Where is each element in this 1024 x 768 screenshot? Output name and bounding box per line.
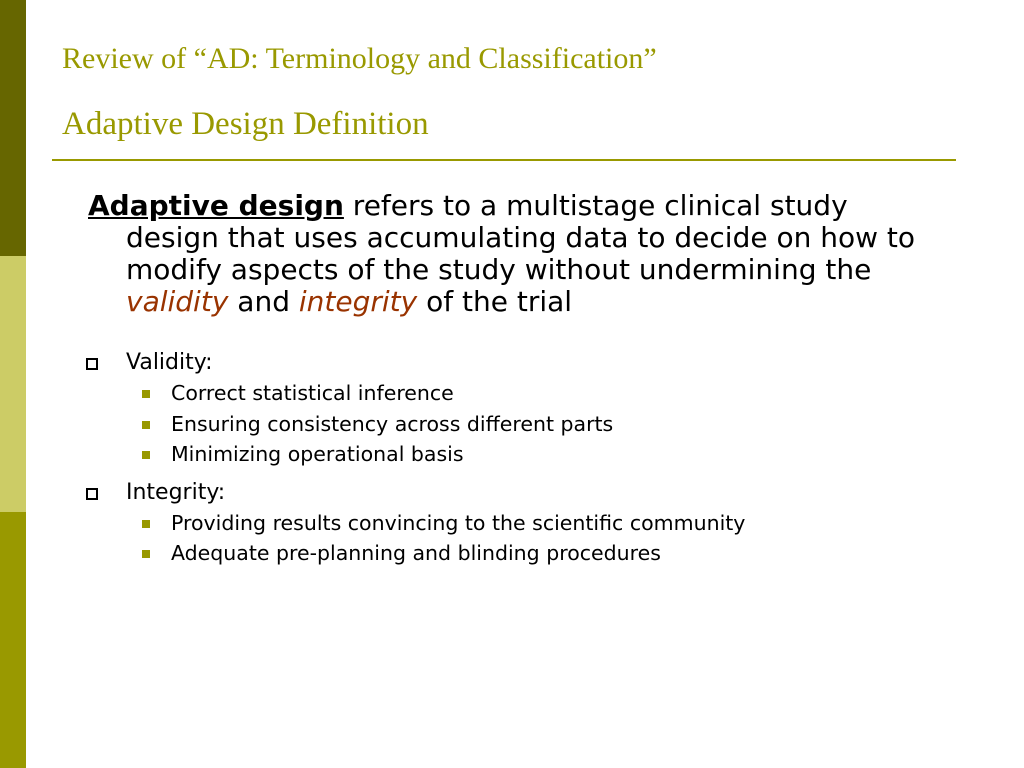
- slide-title-line2: Adaptive Design Definition: [62, 106, 429, 142]
- sidebar-band-bottom: [0, 512, 26, 768]
- square-bullet-icon: [142, 550, 150, 558]
- defined-term: Adaptive design: [88, 189, 344, 222]
- sub-bullet: [88, 378, 948, 409]
- sidebar-band-top: [0, 0, 26, 256]
- square-bullet-icon: [142, 451, 150, 459]
- sub-bullet: [88, 508, 948, 539]
- definition-text-1: refers to a multistage clinical study design that uses accumulating data to decide on how to modify aspects of the study without undermining the: [126, 189, 916, 286]
- title-divider: [52, 159, 956, 161]
- bullet-label: Validity:: [126, 350, 213, 375]
- sidebar-band-middle: [0, 256, 26, 512]
- definition-paragraph: [88, 190, 948, 318]
- sub-bullet-text: Correct statistical inference: [171, 381, 454, 405]
- sub-bullet: [88, 538, 948, 569]
- square-bullet-icon: [142, 390, 150, 398]
- bullet-validity: [88, 348, 948, 378]
- square-bullet-icon: [142, 421, 150, 429]
- definition-text-3: of the trial: [417, 285, 573, 318]
- slide-title-line1: Review of “AD: Terminology and Classification”: [62, 42, 657, 75]
- bullet-integrity: [88, 478, 948, 508]
- sub-bullet-text: Ensuring consistency across different parts: [171, 411, 614, 436]
- square-bullet-icon: [142, 520, 150, 528]
- slide-body: [88, 190, 948, 569]
- sub-bullet-text: Adequate pre-planning and blinding procedures: [171, 541, 661, 565]
- sub-bullet-text: Minimizing operational basis: [171, 442, 464, 466]
- definition-text-2: and: [228, 285, 299, 318]
- sub-bullet: [88, 439, 948, 470]
- sub-bullet: [88, 409, 948, 440]
- emphasis-validity: validity: [126, 285, 229, 318]
- bullet-list: [88, 348, 948, 569]
- hollow-square-bullet-icon: [86, 358, 98, 370]
- emphasis-integrity: integrity: [298, 285, 418, 318]
- bullet-label: Integrity:: [126, 479, 226, 505]
- hollow-square-bullet-icon: [86, 488, 98, 500]
- sub-bullet-text: Providing results convincing to the scientific community: [171, 510, 746, 535]
